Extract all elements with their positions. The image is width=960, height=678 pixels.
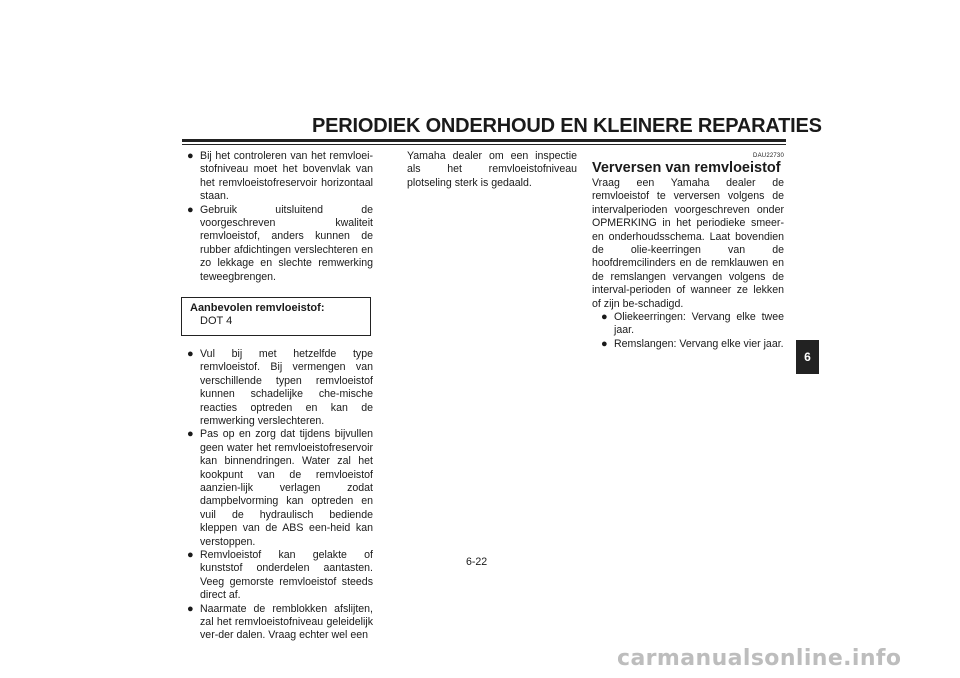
bullet-icon: ● (187, 428, 194, 441)
bullet-text: Bij het controleren van het remvloei-stofniveau moet het bovenvlak van het remvloeistofreservoir horizontaal staan. (200, 150, 373, 203)
bullet-text: Remslangen: Vervang elke vier jaar. (614, 337, 784, 350)
recommended-fluid-title: Aanbevolen remvloeistof: (190, 302, 325, 315)
bullet-text: Naarmate de remblokken afslijten, zal het remvloeistofniveau geleidelijk ver-der dalen. Vraag echter wel een (200, 602, 373, 642)
column-right (592, 150, 784, 351)
bullet-item (187, 549, 373, 603)
section-paragraph: Vraag een Yamaha dealer de remvloeistof te verversen volgens de intervalperioden voorgeschreven onder OPMERKING in het periodieke smeer- en onderhoudsschema. Laat bovendien de olie-keerringen van de hoofdremcilinders en de remklauwen en de remslangen vervangen volgens de interval-perioden of wanneer ze lekken of zijn be-schadigd. (592, 177, 784, 310)
column-left (187, 150, 373, 643)
bullet-text: Pas op en zorg dat tijdens bijvullen geen water het remvloeistofreservoir kan binnendringen. Water zal het kookpunt van de remvloeistof aanzien-lijk verlagen zodat dampbelvorming kan optreden en vuil de hydraulisch bediende kleppen van de ABS een-heid kan verstoppen. (200, 428, 373, 548)
bullet-text: Vul bij met hetzelfde type remvloeistof. Bij vermengen van verschillende typen remvloeistof kunnen schadelijke che-mische reacties optreden en kan de remwerking verslechteren. (200, 347, 373, 427)
bullet-icon: ● (187, 347, 194, 360)
bullet-item (187, 428, 373, 549)
recommended-fluid-box (181, 297, 371, 336)
column-middle (407, 150, 577, 190)
bullet-icon: ● (601, 337, 608, 350)
continuation-text: Yamaha dealer om een inspectie als het remvloeistofniveau plotseling sterk is gedaald. (407, 150, 577, 189)
bullet-item (601, 338, 784, 351)
bullet-item (187, 204, 373, 284)
header-rule-thick (182, 139, 786, 142)
bullet-icon: ● (187, 602, 194, 615)
bullet-text: Oliekeerringen: Vervang elke twee jaar. (614, 311, 784, 337)
bullet-text: Gebruik uitsluitend de voorgeschreven kwaliteit remvloeistof, anders kunnen de rubber afdichtingen verslechteren en zo lekkage en slechte remwerking teweegbrengen. (200, 203, 373, 283)
bullet-text: Remvloeistof kan gelakte of kunststof onderdelen aantasten. Veeg gemorste remvloeistof steeds direct af. (200, 548, 373, 602)
section-code: DAU22730 (753, 153, 784, 159)
bullet-icon: ● (187, 150, 194, 162)
page-header-title: PERIODIEK ONDERHOUD EN KLEINERE REPARATIES (312, 115, 822, 137)
page-number: 6-22 (466, 556, 488, 568)
bullet-item (187, 150, 373, 204)
bullet-icon: ● (601, 311, 608, 324)
chapter-tab: 6 (796, 340, 819, 374)
bullet-item (187, 348, 373, 428)
watermark: carmanualsonline.info (617, 646, 902, 671)
bullet-icon: ● (187, 548, 194, 561)
section-heading: Verversen van remvloeistof (592, 160, 781, 176)
bullet-item (601, 311, 784, 338)
header-rule-thin (182, 144, 786, 145)
bullet-item (187, 603, 373, 643)
bullet-icon: ● (187, 203, 194, 216)
recommended-fluid-value: DOT 4 (200, 315, 233, 328)
